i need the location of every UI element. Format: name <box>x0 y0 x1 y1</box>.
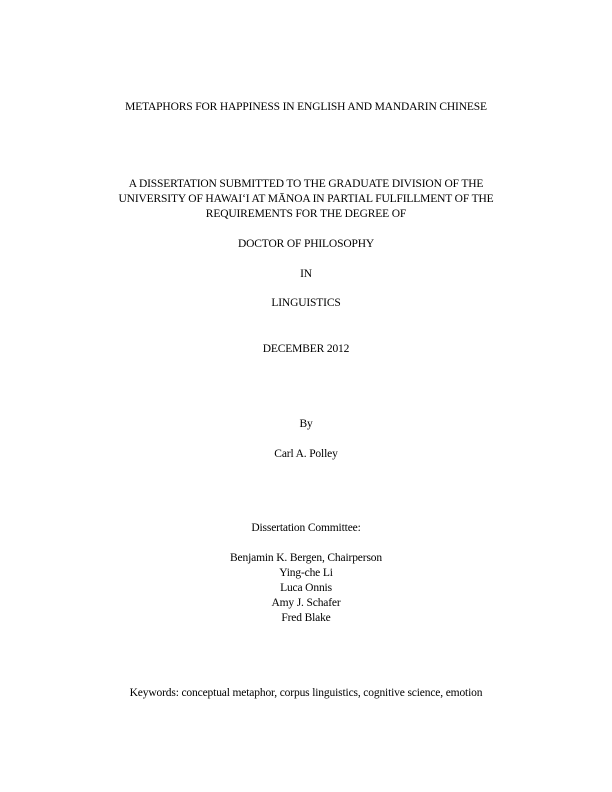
committee-member: Ying-che Li <box>279 567 333 579</box>
committee-members <box>0 551 612 626</box>
committee-member: Luca Onnis <box>280 582 332 594</box>
submission-statement <box>0 177 612 222</box>
committee-member: Benjamin K. Bergen, Chairperson <box>230 552 382 564</box>
committee-heading: Dissertation Committee: <box>251 522 361 534</box>
keywords: Keywords: conceptual metaphor, corpus linguistics, cognitive science, emotion <box>129 687 483 699</box>
field: LINGUISTICS <box>271 297 341 309</box>
author-name: Carl A. Polley <box>274 448 338 460</box>
committee-member: Fred Blake <box>281 612 331 624</box>
submission-line: REQUIREMENTS FOR THE DEGREE OF <box>205 208 407 220</box>
in-label: IN <box>300 268 312 280</box>
date: DECEMBER 2012 <box>262 343 350 355</box>
degree: DOCTOR OF PHILOSOPHY <box>237 238 375 250</box>
submission-line: UNIVERSITY OF HAWAI‘I AT MĀNOA IN PARTIAL FULFILLMENT OF THE <box>118 193 494 205</box>
by-label: By <box>299 418 313 430</box>
committee-member: Amy J. Schafer <box>271 597 341 609</box>
dissertation-title: METAPHORS FOR HAPPINESS IN ENGLISH AND MANDARIN CHINESE <box>125 101 487 113</box>
submission-line: A DISSERTATION SUBMITTED TO THE GRADUATE DIVISION OF THE <box>128 178 484 190</box>
